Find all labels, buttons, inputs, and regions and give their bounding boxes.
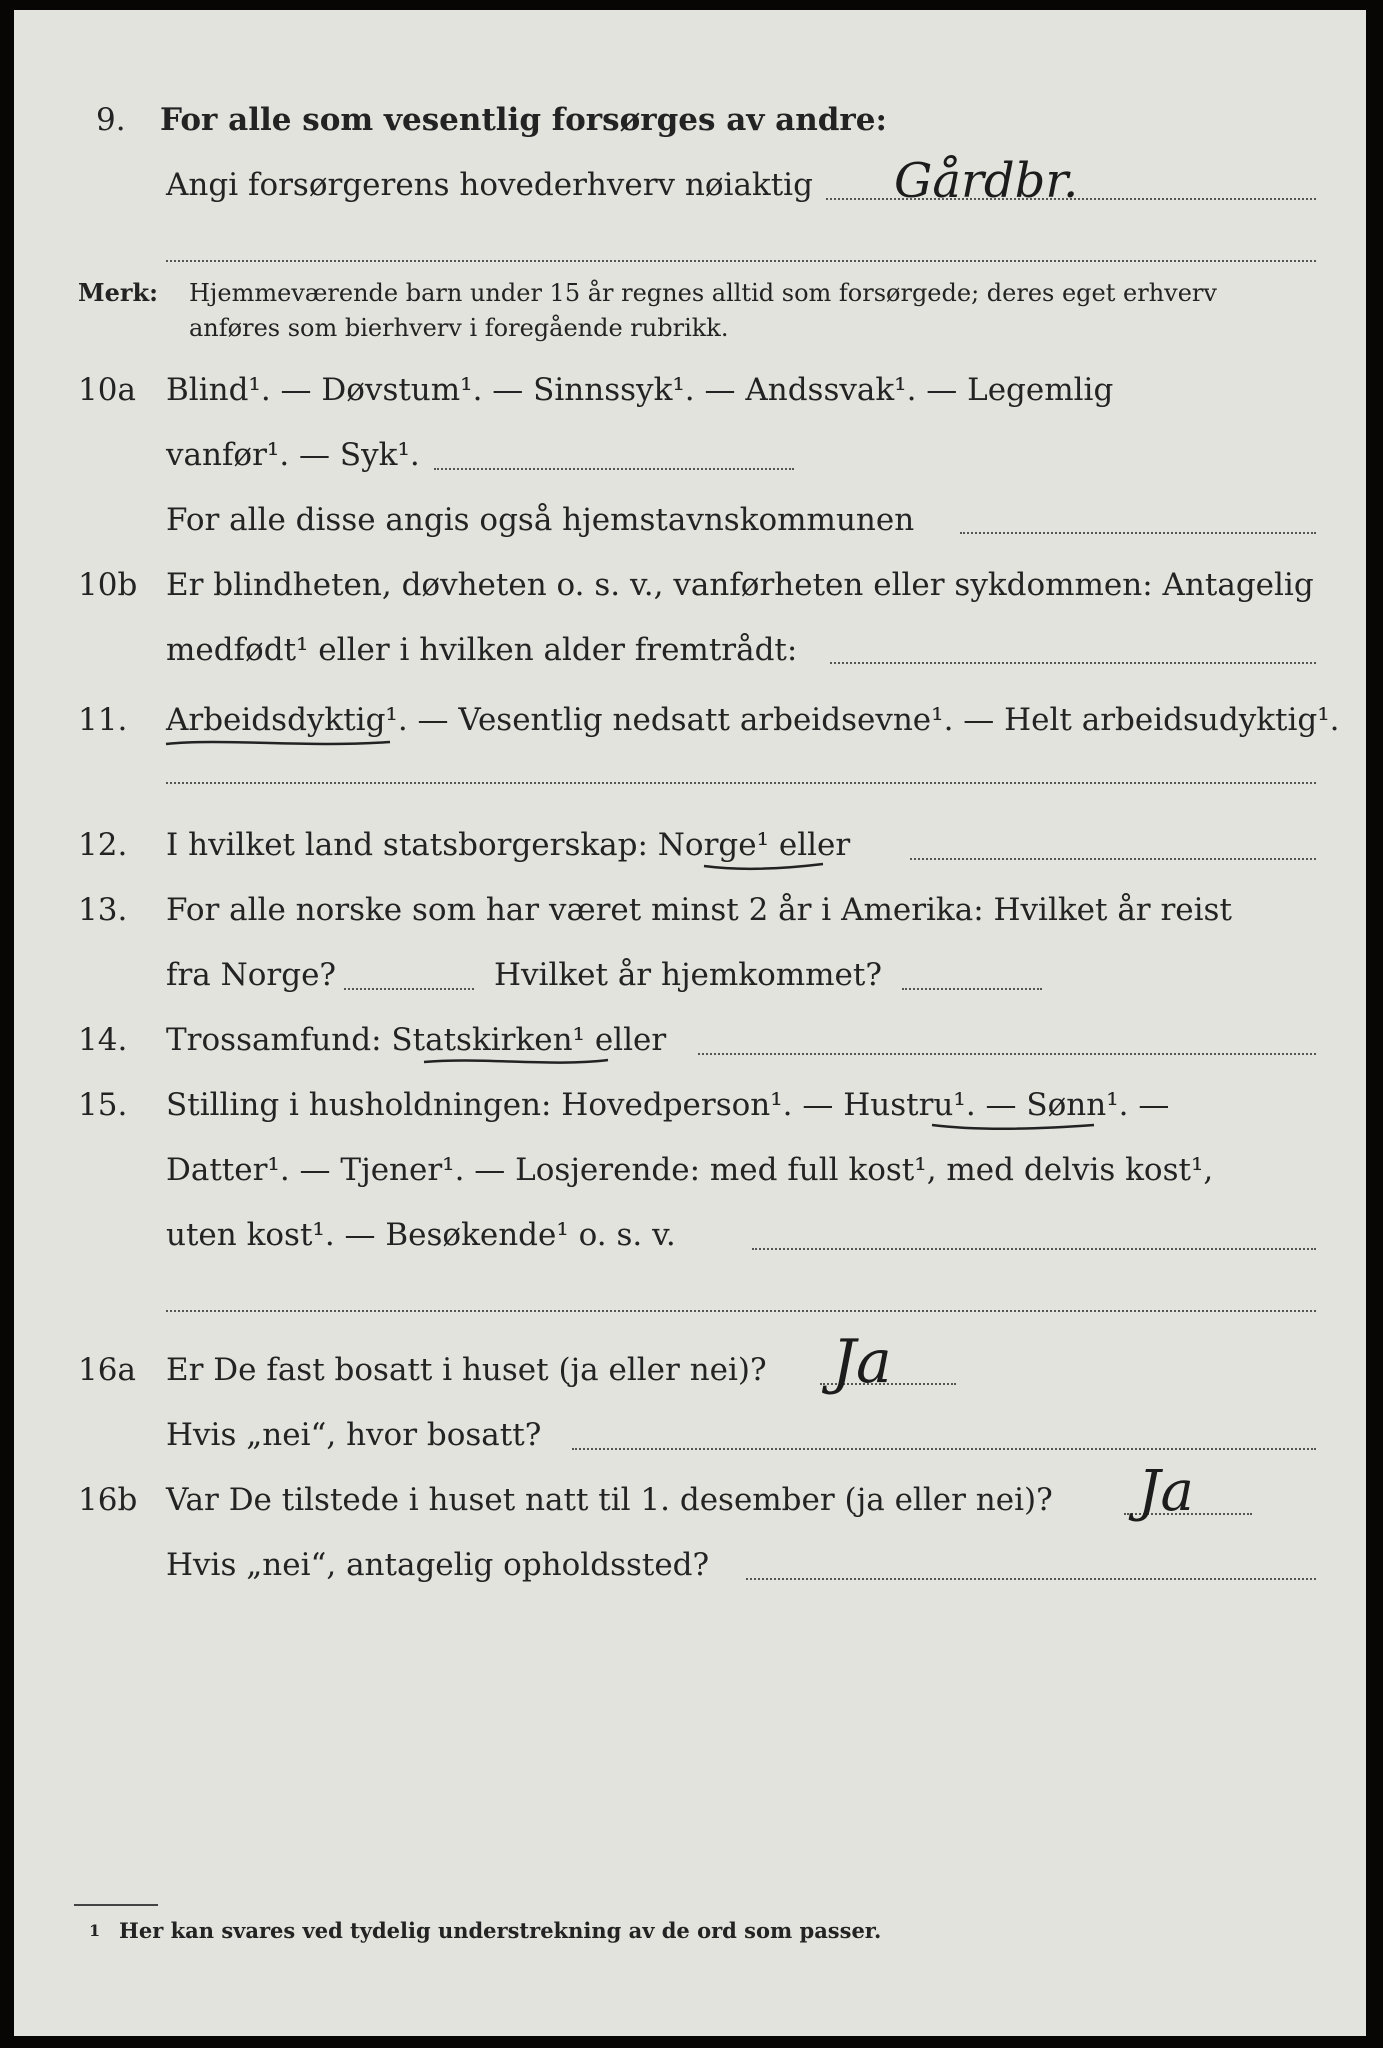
merk-text: Hjemmeværende barn under 15 år regnes alltid som forsørgede; deres eget erhverv — [189, 279, 1217, 307]
q14-question: Trossamfund: Statskirken¹ eller — [166, 1022, 667, 1058]
q16a-handwritten-answer: Ja — [832, 1327, 892, 1397]
q9-question: For alle som vesentlig forsørges av andre: — [160, 102, 887, 138]
q16b-handwritten-answer: Ja — [1138, 1459, 1194, 1524]
q13-hjemkommet-label: Hvilket år hjemkommet? — [494, 957, 882, 993]
q16b-number: 16b — [78, 1482, 138, 1518]
footnote-rule — [74, 1904, 158, 1906]
q9-question-cont: Angi forsørgerens hovederhverv nøiaktig — [166, 167, 813, 203]
q15-question: Stilling i husholdningen: Hovedperson¹. — Hustru¹. — Sønn¹. — — [166, 1087, 1170, 1123]
q15-answer-field[interactable] — [752, 1248, 1316, 1250]
q12-answer-field[interactable] — [910, 858, 1316, 860]
q16b-opholdssted-field[interactable] — [746, 1578, 1316, 1580]
merk-label: Merk: — [78, 278, 158, 307]
q15-question-cont2: uten kost¹. — Besøkende¹ o. s. v. — [166, 1217, 676, 1253]
q12-number: 12. — [78, 827, 128, 863]
q16b-hvis-nei-label: Hvis „nei“, antagelig opholdssted? — [166, 1547, 710, 1583]
q10a-hjemstavn-field[interactable] — [960, 532, 1316, 534]
footnote-number: 1 — [89, 1921, 101, 1940]
q10a-number: 10a — [78, 372, 136, 408]
q10b-question-cont: medfødt¹ eller i hvilken alder fremtrådt: — [166, 632, 798, 668]
q13-reist-label: fra Norge? — [166, 957, 337, 993]
q16a-hvis-nei-label: Hvis „nei“, hvor bosatt? — [166, 1417, 542, 1453]
q11-extra-line — [166, 782, 1316, 784]
merk-text-cont: anføres som bierhverv i foregående rubrikk. — [189, 314, 729, 342]
q10b-number: 10b — [78, 567, 138, 603]
census-form-page — [14, 10, 1366, 2036]
q9-handwritten-answer: Gårdbr. — [894, 153, 1079, 209]
q11-question: Arbeidsdyktig¹. — Vesentlig nedsatt arbeidsevne¹. — Helt arbeidsudyktig¹. — [166, 702, 1340, 738]
footnote — [89, 1916, 882, 1946]
q13-question: For alle norske som har været minst 2 år i Amerika: Hvilket år reist — [166, 892, 1232, 928]
q9-number: 9. — [96, 102, 126, 138]
q14-number: 14. — [78, 1022, 128, 1058]
q10b-question: Er blindheten, døvheten o. s. v., vanførheten eller sykdommen: Antagelig — [166, 567, 1314, 603]
q13-reist-field[interactable] — [344, 988, 474, 990]
q16a-number: 16a — [78, 1352, 136, 1388]
q9-extra-line — [166, 260, 1316, 262]
q13-hjemkommet-field[interactable] — [902, 988, 1042, 990]
q10a-hjemstavn-label: For alle disse angis også hjemstavnskommunen — [166, 502, 915, 538]
q16b-question: Var De tilstede i huset natt til 1. desember (ja eller nei)? — [166, 1482, 1053, 1518]
q11-number: 11. — [78, 702, 128, 738]
q15-number: 15. — [78, 1087, 128, 1123]
footnote-text: Her kan svares ved tydelig understrekning av de ord som passer. — [119, 1918, 882, 1943]
q10a-question: Blind¹. — Døvstum¹. — Sinnssyk¹. — Andssvak¹. — Legemlig — [166, 372, 1114, 408]
q10a-answer-field[interactable] — [434, 468, 794, 470]
q15-extra-line — [166, 1310, 1316, 1312]
q16a-question: Er De fast bosatt i huset (ja eller nei)? — [166, 1352, 767, 1388]
q14-answer-field[interactable] — [698, 1053, 1316, 1055]
q13-number: 13. — [78, 892, 128, 928]
q16a-bosatt-field[interactable] — [572, 1448, 1316, 1450]
q12-question: I hvilket land statsborgerskap: Norge¹ eller — [166, 827, 851, 863]
q10b-answer-field[interactable] — [830, 662, 1316, 664]
q15-question-cont: Datter¹. — Tjener¹. — Losjerende: med full kost¹, med delvis kost¹, — [166, 1152, 1214, 1188]
q10a-question-cont: vanfør¹. — Syk¹. — [166, 437, 420, 473]
